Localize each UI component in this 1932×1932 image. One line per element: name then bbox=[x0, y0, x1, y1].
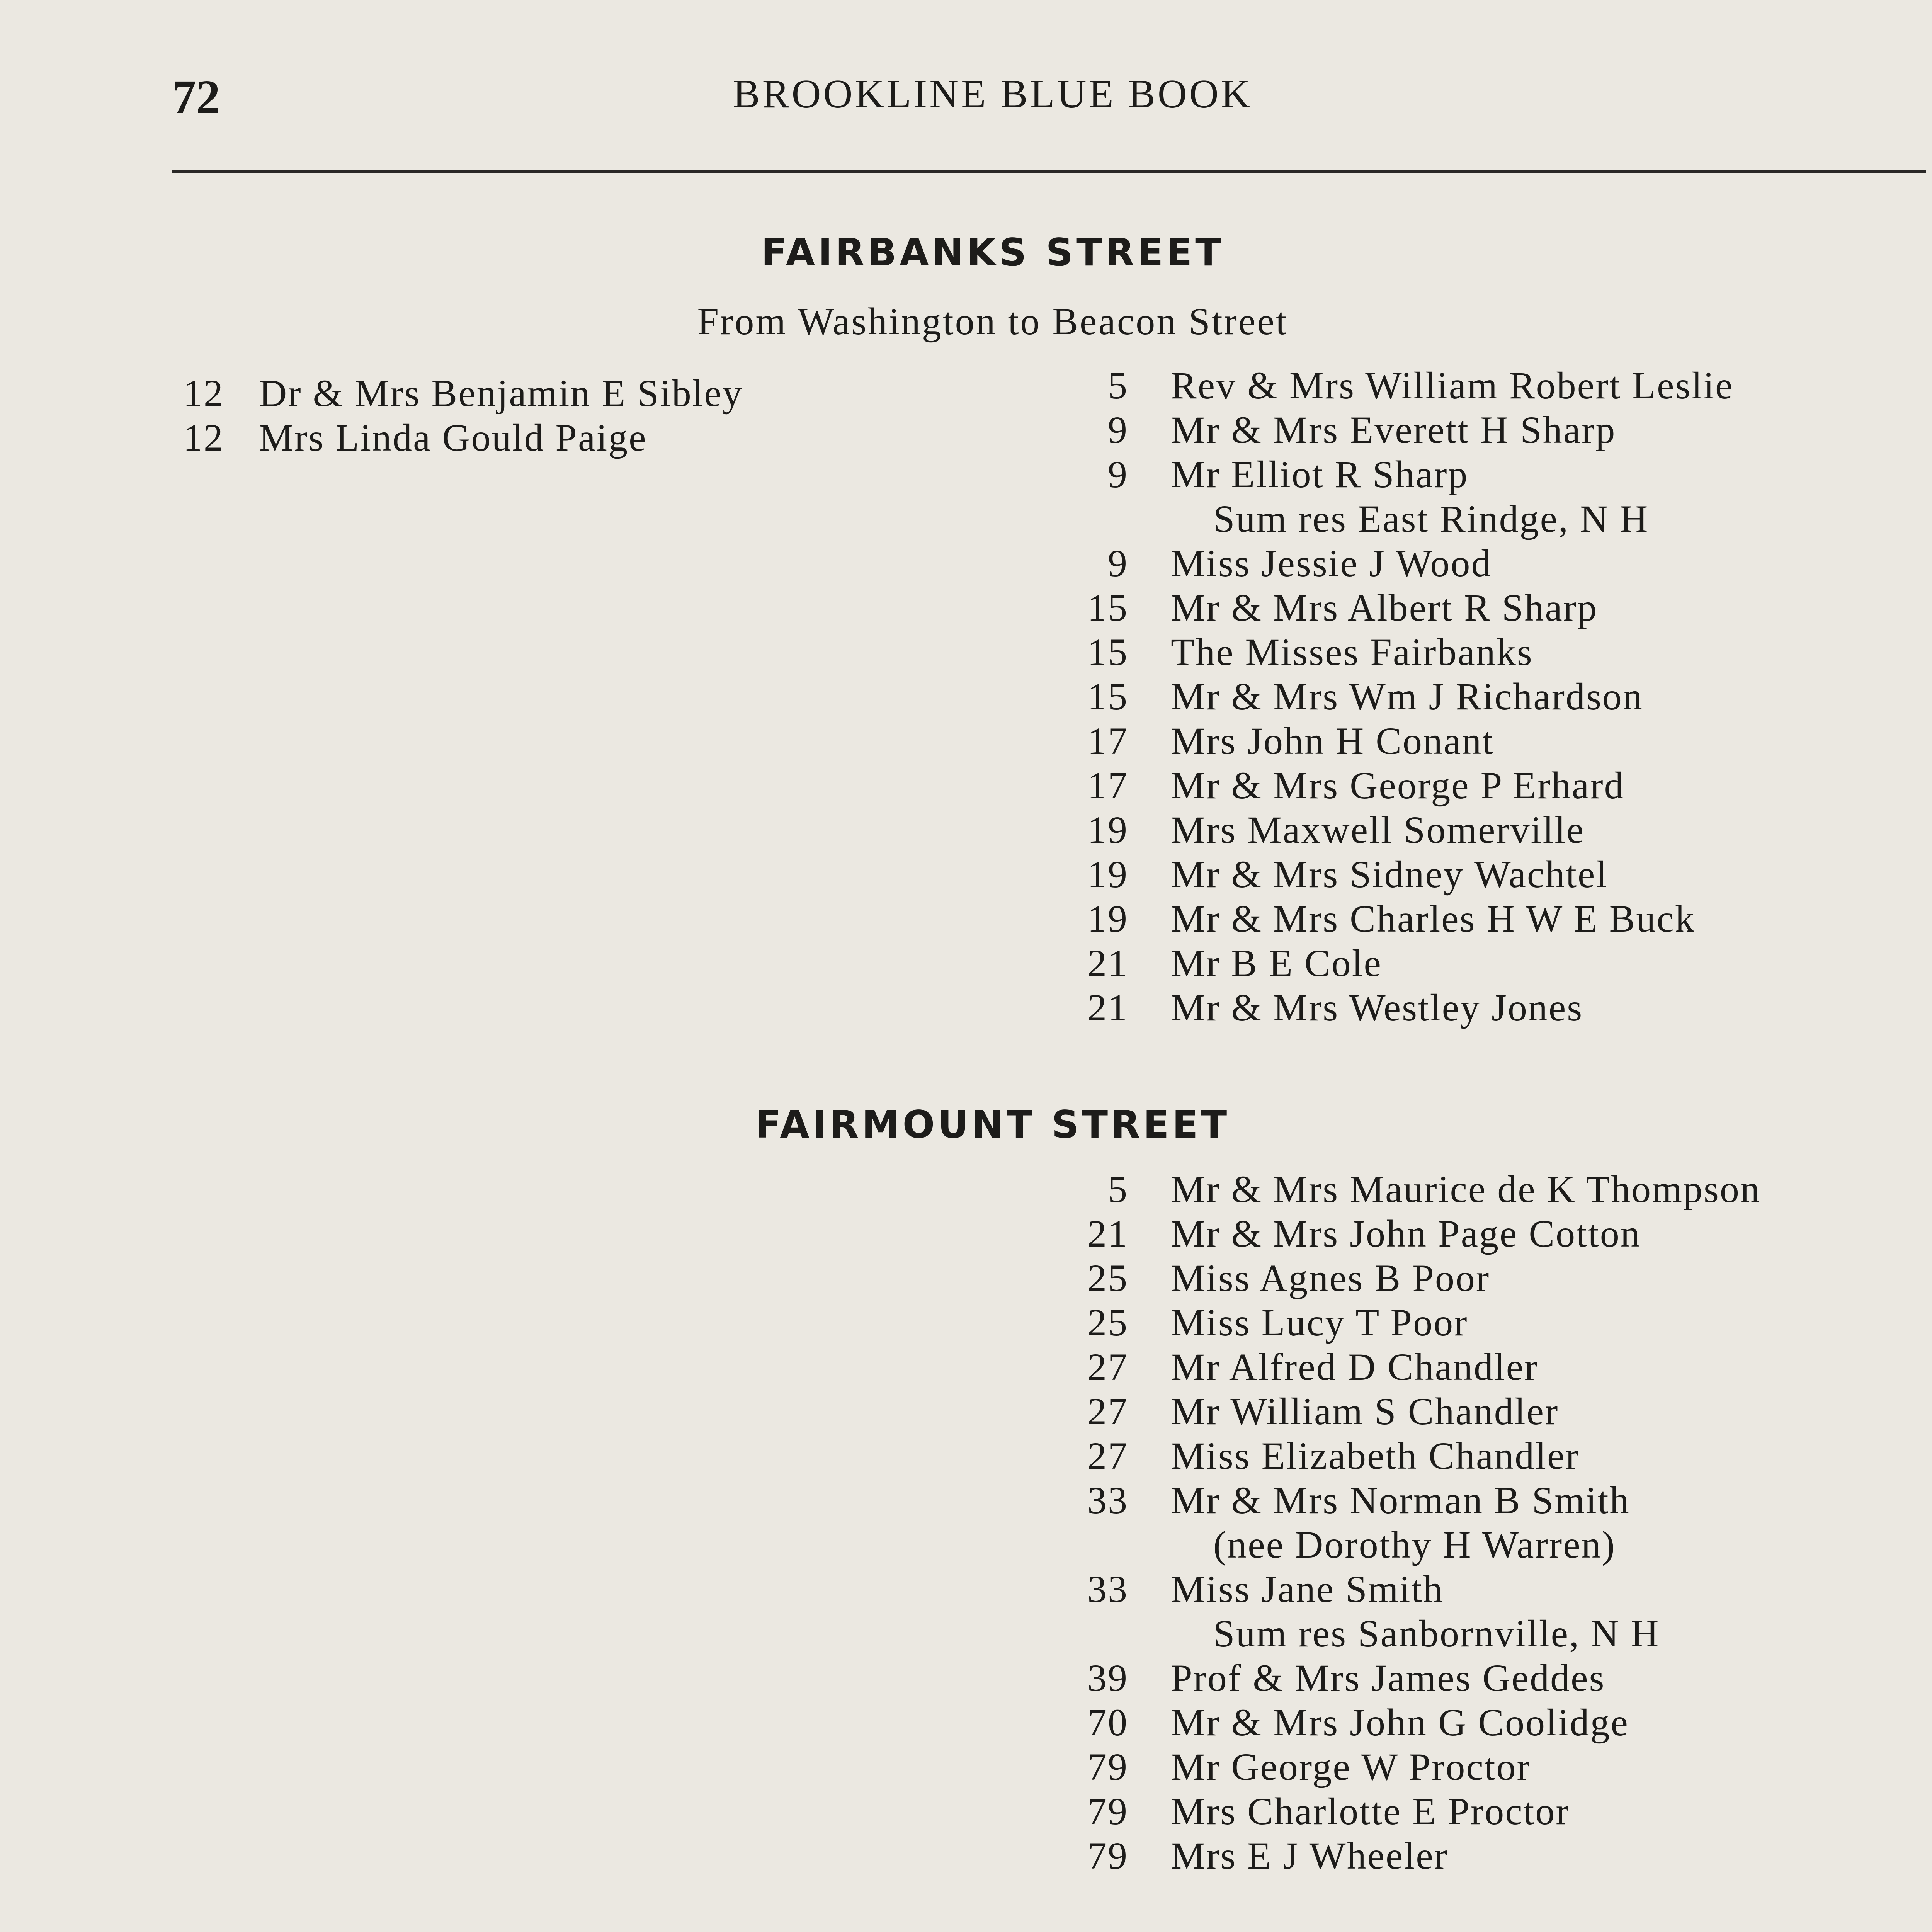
house-number: 15 bbox=[1087, 675, 1128, 718]
directory-note bbox=[1070, 1611, 1761, 1656]
resident-name: Mrs E J Wheeler bbox=[1171, 1834, 1448, 1877]
house-number: 27 bbox=[1087, 1390, 1128, 1433]
house-number: 9 bbox=[1108, 453, 1128, 496]
residence-note: Sum res East Rindge, N H bbox=[1213, 497, 1649, 540]
directory-entry bbox=[1070, 896, 1733, 941]
house-number: 15 bbox=[1087, 586, 1128, 629]
directory-entry bbox=[1070, 1256, 1761, 1300]
directory-entry bbox=[1070, 1745, 1761, 1789]
directory-entry bbox=[1070, 1167, 1761, 1211]
resident-name: Mr Alfred D Chandler bbox=[1171, 1345, 1539, 1388]
house-number: 33 bbox=[1087, 1479, 1128, 1522]
house-number: 5 bbox=[1108, 1168, 1128, 1211]
house-number: 79 bbox=[1087, 1834, 1128, 1877]
section-subtitle-fairbanks: From Washington to Beacon Street bbox=[697, 300, 1288, 343]
directory-entry bbox=[166, 371, 743, 415]
resident-name: Miss Jane Smith bbox=[1171, 1568, 1444, 1611]
directory-entry bbox=[1070, 1789, 1761, 1833]
resident-name: Mr & Mrs Albert R Sharp bbox=[1171, 586, 1598, 629]
house-number: 25 bbox=[1087, 1257, 1128, 1299]
resident-name: Mr George W Proctor bbox=[1171, 1745, 1531, 1788]
directory-entry bbox=[1070, 585, 1733, 630]
house-number: 19 bbox=[1087, 897, 1128, 940]
header-rule bbox=[172, 170, 1926, 173]
directory-entry bbox=[1070, 719, 1733, 763]
resident-name: Mr & Mrs Sidney Wachtel bbox=[1171, 853, 1608, 896]
resident-name: Mrs Maxwell Somerville bbox=[1171, 808, 1585, 851]
directory-entry bbox=[1070, 1211, 1761, 1256]
section-title-fairbanks: FAIRBANKS STREET bbox=[761, 231, 1225, 275]
directory-entry bbox=[1070, 408, 1733, 452]
resident-name: Mr & Mrs Wm J Richardson bbox=[1171, 675, 1643, 718]
directory-entry bbox=[1070, 1300, 1761, 1345]
house-number: 39 bbox=[1087, 1656, 1128, 1699]
house-number: 21 bbox=[1087, 1212, 1128, 1255]
resident-name: Mr & Mrs Everett H Sharp bbox=[1171, 408, 1616, 451]
directory-entry bbox=[1070, 630, 1733, 674]
directory-entry bbox=[1070, 1345, 1761, 1389]
fairbanks-right-list bbox=[1070, 363, 1733, 1030]
house-number: 25 bbox=[1087, 1301, 1128, 1344]
house-number: 27 bbox=[1087, 1345, 1128, 1388]
section-title-fairmount: FAIRMOUNT STREET bbox=[755, 1103, 1230, 1147]
house-number: 9 bbox=[1108, 408, 1128, 451]
fairbanks-left-list bbox=[166, 371, 743, 460]
directory-entry bbox=[1070, 541, 1733, 585]
resident-name: Miss Jessie J Wood bbox=[1171, 542, 1492, 585]
directory-entry bbox=[1070, 674, 1733, 719]
resident-name: Mrs Charlotte E Proctor bbox=[1171, 1790, 1570, 1833]
resident-name: Mr & Mrs Maurice de K Thompson bbox=[1171, 1168, 1761, 1211]
directory-entry bbox=[1070, 452, 1733, 497]
directory-entry bbox=[166, 415, 743, 460]
residence-note: Sum res Sanbornville, N H bbox=[1213, 1612, 1660, 1655]
directory-entry bbox=[1070, 985, 1733, 1030]
resident-name: Dr & Mrs Benjamin E Sibley bbox=[259, 372, 743, 415]
page-number: 72 bbox=[172, 71, 220, 124]
directory-entry bbox=[1070, 1656, 1761, 1700]
house-number: 5 bbox=[1108, 364, 1128, 407]
directory-entry bbox=[1070, 1478, 1761, 1522]
resident-name: Mr & Mrs John Page Cotton bbox=[1171, 1212, 1641, 1255]
directory-entry bbox=[1070, 1389, 1761, 1434]
fairmount-right-list bbox=[1070, 1167, 1761, 1878]
running-head: BROOKLINE BLUE BOOK bbox=[733, 71, 1253, 116]
directory-note bbox=[1070, 1522, 1761, 1567]
resident-name: Mr & Mrs Westley Jones bbox=[1171, 986, 1583, 1029]
directory-entry bbox=[1070, 1567, 1761, 1611]
directory-entry bbox=[1070, 941, 1733, 985]
resident-name: Miss Agnes B Poor bbox=[1171, 1257, 1490, 1299]
directory-note bbox=[1070, 497, 1733, 541]
directory-entry bbox=[1070, 363, 1733, 408]
directory-entry bbox=[1070, 1833, 1761, 1878]
resident-name: Mr Elliot R Sharp bbox=[1171, 453, 1469, 496]
residence-note: (nee Dorothy H Warren) bbox=[1213, 1523, 1616, 1566]
house-number: 21 bbox=[1087, 986, 1128, 1029]
resident-name: Miss Lucy T Poor bbox=[1171, 1301, 1468, 1344]
resident-name: Miss Elizabeth Chandler bbox=[1171, 1434, 1580, 1477]
house-number: 21 bbox=[1087, 942, 1128, 985]
house-number: 19 bbox=[1087, 808, 1128, 851]
house-number: 12 bbox=[183, 416, 224, 459]
house-number: 9 bbox=[1108, 542, 1128, 585]
resident-name: Rev & Mrs William Robert Leslie bbox=[1171, 364, 1734, 407]
house-number: 79 bbox=[1087, 1745, 1128, 1788]
directory-entry bbox=[1070, 1700, 1761, 1745]
resident-name: Prof & Mrs James Geddes bbox=[1171, 1656, 1605, 1699]
house-number: 70 bbox=[1087, 1701, 1128, 1744]
resident-name: Mr & Mrs Norman B Smith bbox=[1171, 1479, 1630, 1522]
resident-name: Mrs Linda Gould Paige bbox=[259, 416, 647, 459]
house-number: 27 bbox=[1087, 1434, 1128, 1477]
house-number: 12 bbox=[183, 372, 224, 415]
house-number: 79 bbox=[1087, 1790, 1128, 1833]
house-number: 33 bbox=[1087, 1568, 1128, 1611]
directory-entry bbox=[1070, 1434, 1761, 1478]
directory-entry bbox=[1070, 763, 1733, 808]
directory-entry bbox=[1070, 852, 1733, 896]
resident-name: Mr B E Cole bbox=[1171, 942, 1382, 985]
house-number: 15 bbox=[1087, 631, 1128, 673]
resident-name: Mr William S Chandler bbox=[1171, 1390, 1559, 1433]
house-number: 19 bbox=[1087, 853, 1128, 896]
house-number: 17 bbox=[1087, 719, 1128, 762]
resident-name: Mr & Mrs Charles H W E Buck bbox=[1171, 897, 1696, 940]
directory-entry bbox=[1070, 808, 1733, 852]
resident-name: The Misses Fairbanks bbox=[1171, 631, 1533, 673]
resident-name: Mr & Mrs George P Erhard bbox=[1171, 764, 1625, 807]
house-number: 17 bbox=[1087, 764, 1128, 807]
resident-name: Mrs John H Conant bbox=[1171, 719, 1495, 762]
resident-name: Mr & Mrs John G Coolidge bbox=[1171, 1701, 1629, 1744]
